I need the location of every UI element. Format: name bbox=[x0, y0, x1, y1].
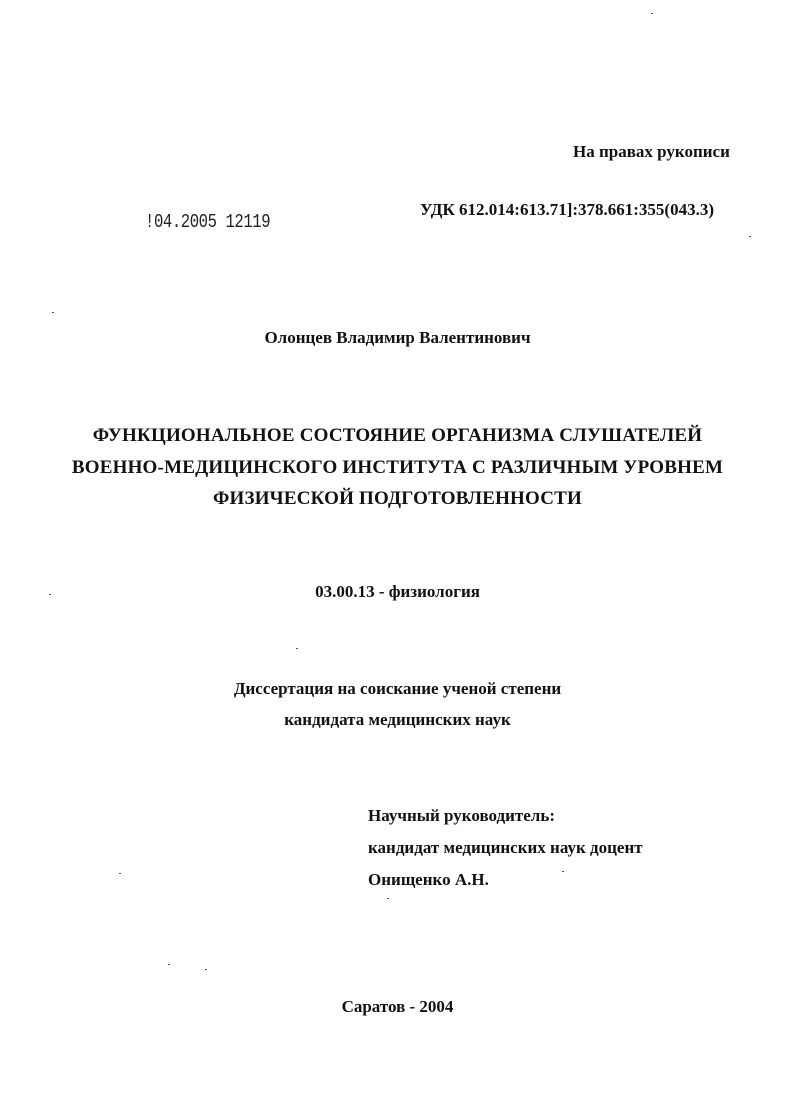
specialty-code: 03.00.13 - физиология bbox=[315, 582, 480, 601]
scan-speck bbox=[119, 873, 121, 874]
scan-speck bbox=[205, 969, 207, 970]
archive-stamp-number: !04.2005 12119 bbox=[145, 211, 271, 233]
scan-speck bbox=[749, 236, 751, 237]
dissertation-line: Диссертация на соискание ученой степени bbox=[233, 679, 562, 698]
title-line: ВОЕННО-МЕДИЦИНСКОГО ИНСТИТУТА С РАЗЛИЧНЫМ УРОВНЕМ bbox=[71, 457, 724, 478]
scan-speck bbox=[49, 594, 51, 595]
supervisor-name: Онищенко А.Н. bbox=[368, 870, 489, 889]
scan-speck bbox=[651, 13, 653, 14]
udc-code: УДК 612.014:613.71]:378.661:355(043.3) bbox=[420, 200, 714, 219]
scan-speck bbox=[387, 898, 389, 899]
scan-speck bbox=[168, 964, 170, 965]
title-line: ФИЗИЧЕСКОЙ ПОДГОТОВЛЕННОСТИ bbox=[212, 488, 583, 509]
supervisor-degree: кандидат медицинских наук доцент bbox=[368, 838, 643, 857]
author-name: Олонцев Владимир Валентинович bbox=[264, 328, 531, 347]
supervisor-heading: Научный руководитель: bbox=[368, 806, 555, 825]
title-line: ФУНКЦИОНАЛЬНОЕ СОСТОЯНИЕ ОРГАНИЗМА СЛУШАТЕЛЕЙ bbox=[92, 425, 703, 446]
rights-note: На правах рукописи bbox=[573, 142, 730, 161]
dissertation-line: кандидата медицинских наук bbox=[284, 710, 511, 729]
scan-speck bbox=[562, 871, 564, 872]
city-year: Саратов - 2004 bbox=[341, 997, 454, 1016]
scan-speck bbox=[52, 312, 54, 313]
scan-speck bbox=[296, 648, 298, 649]
